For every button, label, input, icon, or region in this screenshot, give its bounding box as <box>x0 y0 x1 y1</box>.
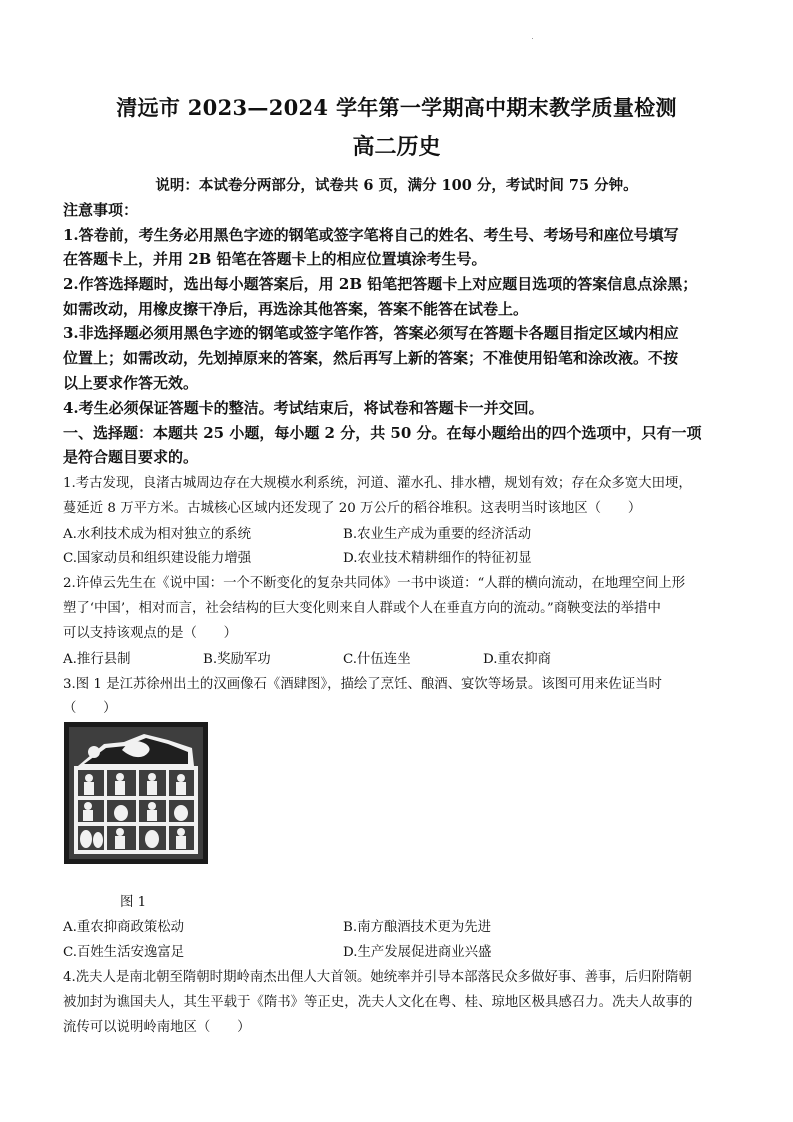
exam-title: 清远市 2023—2024 学年第一学期高中期末教学质量检测 <box>116 95 677 120</box>
question-1-option-d: D.农业技术精耕细作的特征初显 <box>343 551 532 566</box>
question-2-option-c: C.什伍连坐 <box>343 652 411 667</box>
question-1-option-a: A.水利技术成为相对独立的系统 <box>63 527 252 542</box>
question-2-text: 可以支持该观点的是（ ） <box>63 626 238 641</box>
exam-subject: 高二历史 <box>352 134 441 160</box>
figure-1-caption: 图 1 <box>120 895 147 910</box>
question-2-option-d: D.重农抑商 <box>483 652 552 667</box>
wine-shop-relief-image <box>64 722 208 864</box>
instruction-line: 3.非选择题必须用黑色字迹的钢笔或签字笔作答，答案必须写在答题卡各题目指定区域内相应 <box>63 324 679 342</box>
question-4-text: 被加封为谯国夫人，其生平载于《隋书》等正史，冼夫人文化在粤、桂、琼地区极具感召力。冼夫人故事的 <box>63 995 693 1010</box>
section-heading: 是符合题目要求的。 <box>63 448 199 466</box>
question-1-option-c: C.国家动员和组织建设能力增强 <box>63 551 252 566</box>
question-4-text: 流传可以说明岭南地区（ ） <box>63 1020 251 1035</box>
question-1-text: 蔓延近 8 万平方米。古城核心区域内还发现了 20 万公斤的稻谷堆积。这表明当时该地区（ ） <box>63 501 642 516</box>
scan-speck <box>532 38 533 39</box>
question-2-option-a: A.推行县制 <box>63 652 131 667</box>
question-3-option-c: C.百姓生活安逸富足 <box>63 945 185 960</box>
instructions-heading: 注意事项： <box>63 201 139 219</box>
question-2-text: 2.许倬云先生在《说中国：一个不断变化的复杂共同体》一书中谈道：“人群的横向流动，在地理空间上形 <box>63 576 686 591</box>
question-3-text: （ ） <box>63 701 117 716</box>
instruction-line: 以上要求作答无效。 <box>63 374 199 392</box>
instruction-line: 位置上；如需改动，先划掉原来的答案，然后再写上新的答案；不准使用铅笔和涂改液。不按 <box>63 349 679 367</box>
instruction-line: 在答题卡上，并用 2B 铅笔在答题卡上的相应位置填涂考生号。 <box>63 250 487 268</box>
question-3-text: 3.图 1 是江苏徐州出土的汉画像石《酒肆图》，描绘了烹饪、酿酒、宴饮等场景。该图可用来佐证当时 <box>63 677 662 692</box>
instruction-line: 2.作答选择题时，选出每小题答案后，用 2B 铅笔把答题卡上对应题目选项的答案信息点涂黑； <box>63 275 698 293</box>
instruction-line: 4.考生必须保证答题卡的整洁。考试结束后，将试卷和答题卡一并交回。 <box>63 399 544 417</box>
instruction-line: 如需改动，用橡皮擦干净后，再选涂其他答案，答案不能答在试卷上。 <box>63 300 529 318</box>
question-3-option-b: B.南方酿酒技术更为先进 <box>343 920 492 935</box>
instruction-line: 1.答卷前，考生务必用黑色字迹的钢笔或签字笔将自己的姓名、考生号、考场号和座位号填写 <box>63 226 679 244</box>
question-3-option-d: D.生产发展促进商业兴盛 <box>343 945 492 960</box>
question-4-text: 4.冼夫人是南北朝至隋朝时期岭南杰出俚人大首领。她统率并引导本部落民众多做好事、善事，后归附隋朝 <box>63 970 692 985</box>
exam-note: 说明：本试卷分两部分，试卷共 6 页，满分 100 分，考试时间 75 分钟。 <box>155 177 638 194</box>
question-2-option-b: B.奖励军功 <box>203 652 271 667</box>
question-1-option-b: B.农业生产成为重要的经济活动 <box>343 527 532 542</box>
question-1-text: 1.考古发现，良渚古城周边存在大规模水利系统，河道、灌水孔、排水槽，规划有效；存在众多宽大田埂， <box>63 476 692 491</box>
section-heading: 一、选择题：本题共 25 小题，每小题 2 分，共 50 分。在每小题给出的四个选项中，只有一项 <box>63 424 702 442</box>
question-2-text: 塑了‘中国’，相对而言，社会结构的巨大变化则来自人群或个人在垂直方向的流动。”商鞅变法的举措中 <box>63 601 661 616</box>
question-3-option-a: A.重农抑商政策松动 <box>63 920 185 935</box>
